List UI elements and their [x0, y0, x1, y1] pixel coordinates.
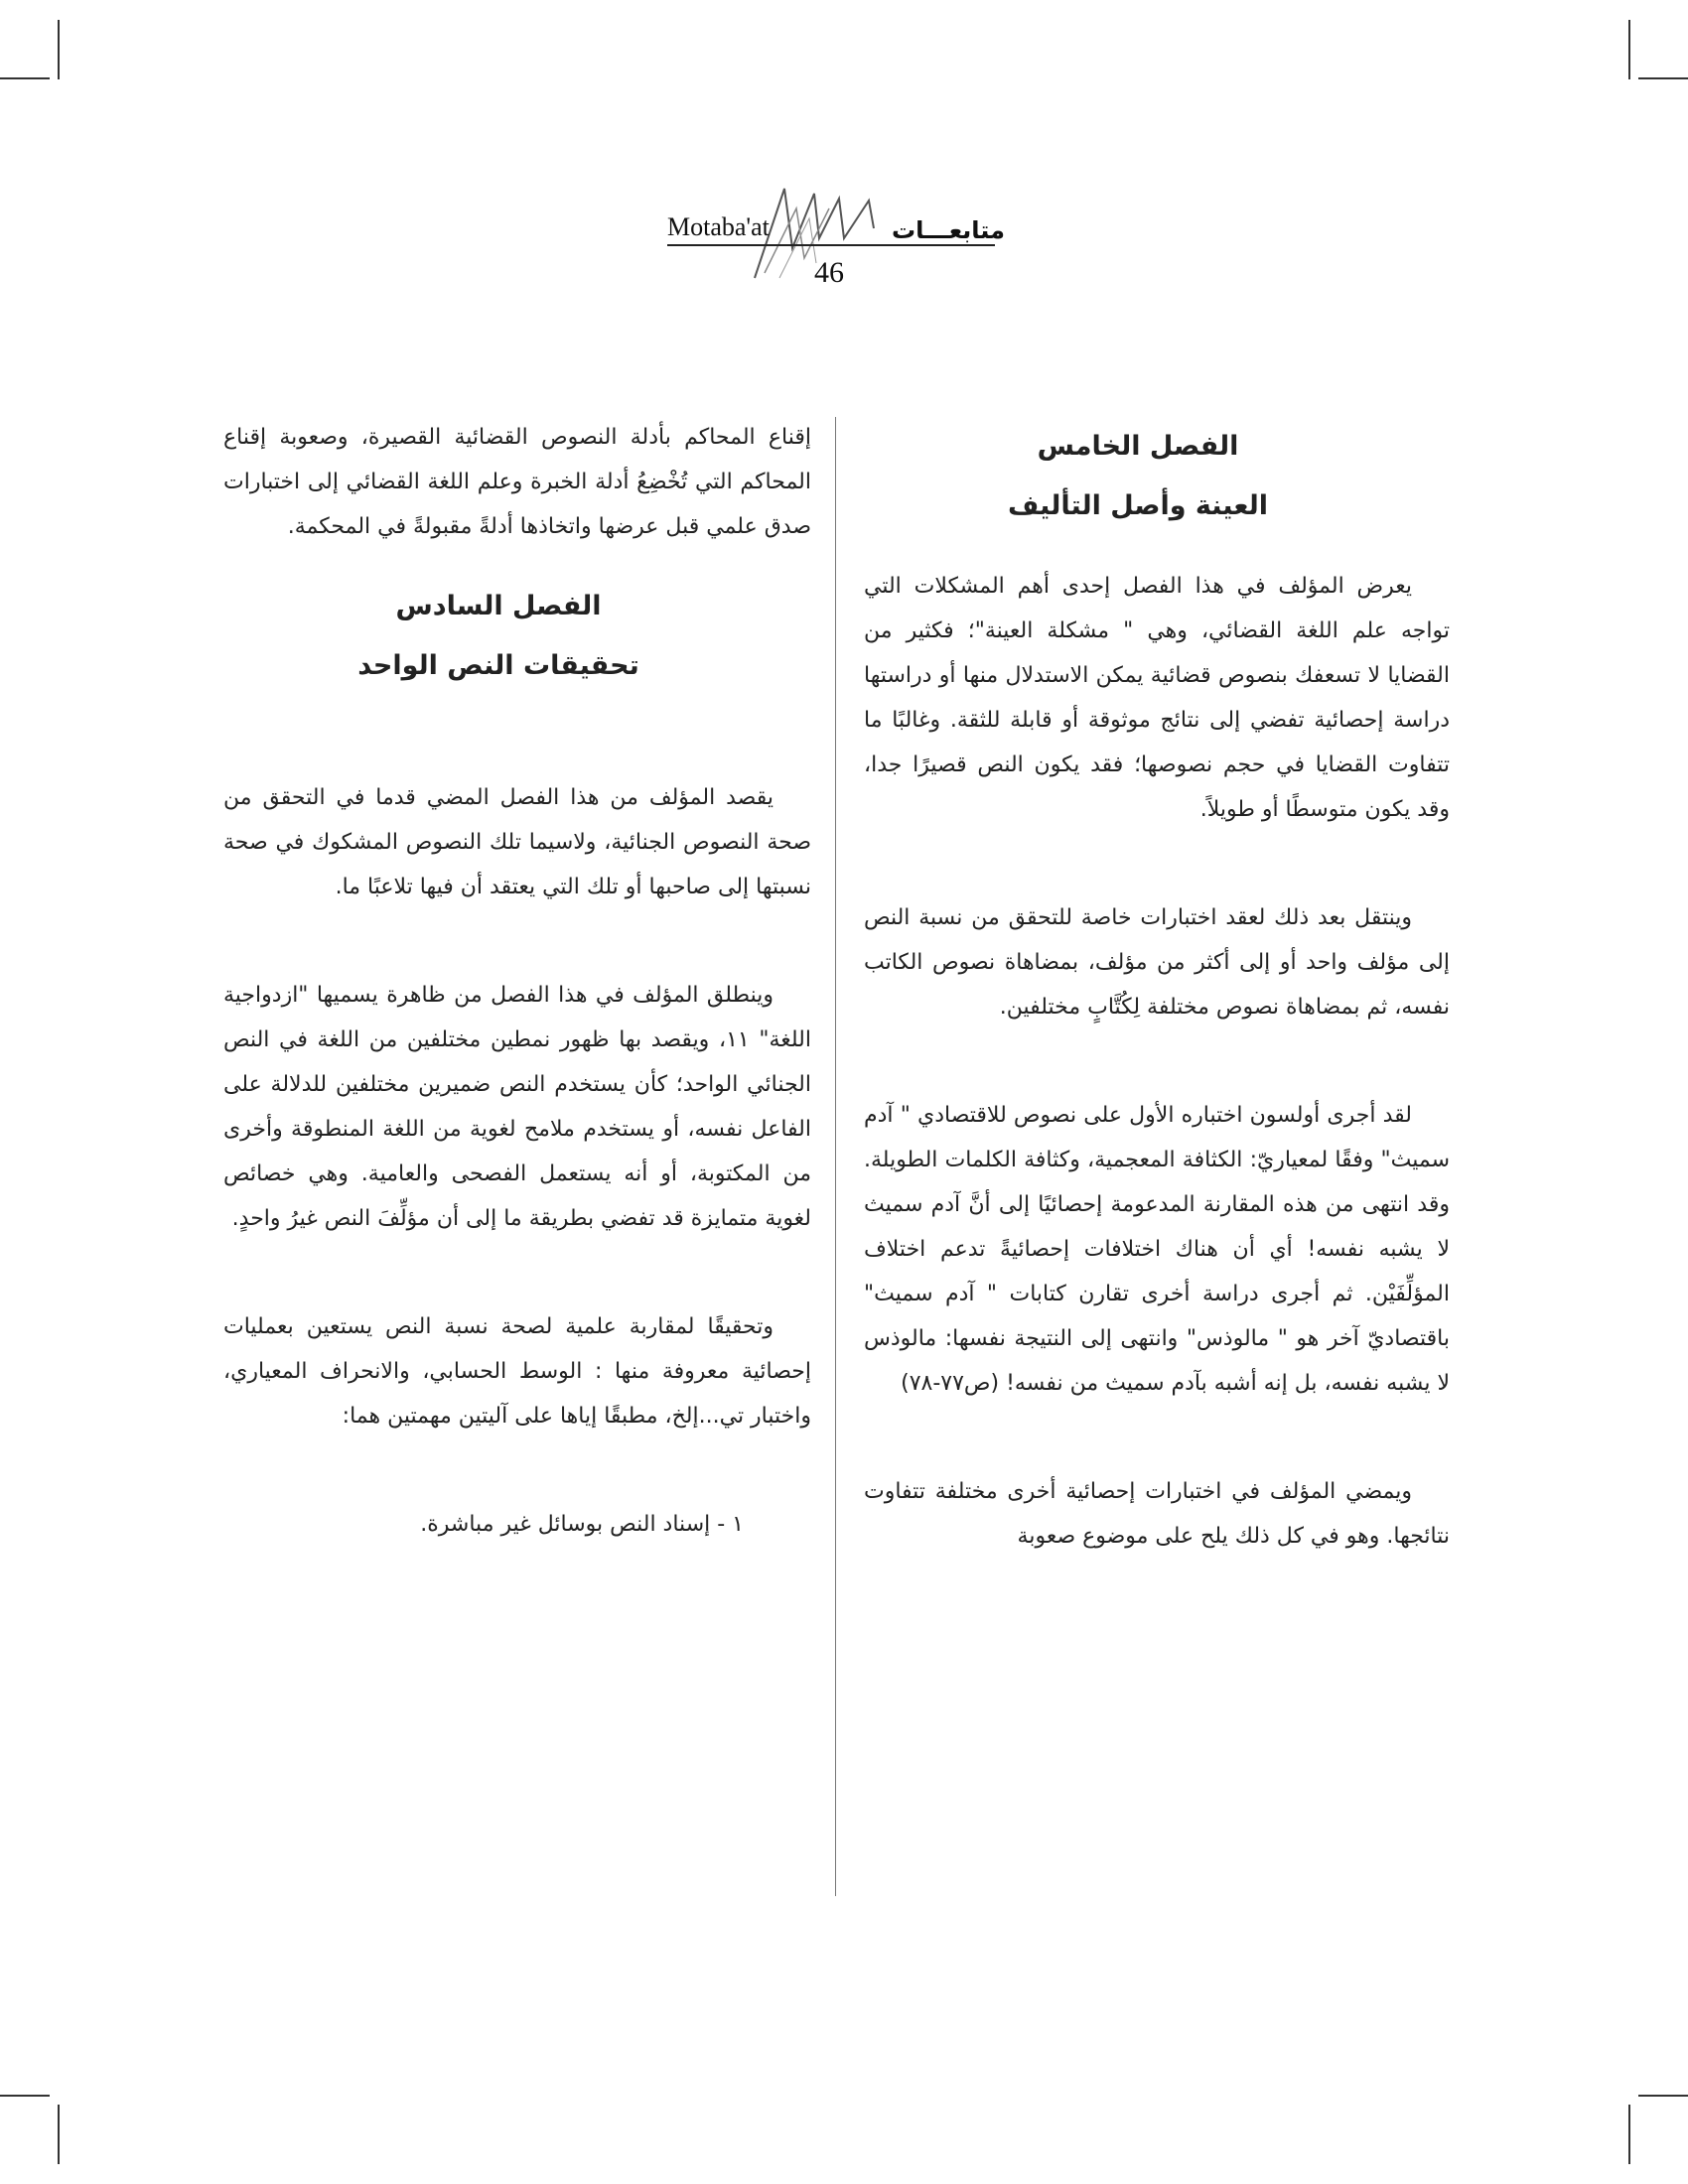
paragraph: يقصد المؤلف من هذا الفصل المضي قدما في التحقق من صحة النصوص الجنائية، ولاسيما تلك النصوص المشكوك في صحة نسبتها إلى صاحبها أو تلك التي يعتقد أن فيها تلاعبًا ما. — [223, 785, 811, 899]
paragraph: وينطلق المؤلف في هذا الفصل من ظاهرة يسميها "ازدواجية اللغة" ١١، ويقصد بها ظهور نمطين مختلفين من اللغة في النص الجنائي الواحد؛ كأن يستخدم النص ضميرين مختلفين للدلالة على الفاعل نفسه، أو يستخدم ملامح لغوية من اللغة المنطوقة وأخرى من المكتوبة، أو أنه يستعمل الفصحى والعامية. وهي خصائص لغوية متمايزة قد تفضي بطريقة ما إلى أن مؤلِّفَ النص غيرُ واحدٍ. — [223, 983, 811, 1231]
page-header — [596, 179, 1013, 298]
right-column — [864, 417, 1450, 1559]
chapter-title: الفصل السادس — [395, 591, 602, 621]
page-number: 46 — [814, 256, 844, 289]
paragraph: يعرض المؤلف في هذا الفصل إحدى أهم المشكلات التي تواجه علم اللغة القضائي، وهي " مشكلة العينة"؛ فكثير من القضايا لا تسعفك بنصوص قضائية يمكن الاستدلال منها أو دراستها دراسة إحصائية تفضي إلى نتائج موثوقة أو قابلة للثقة. وغالبًا ما تتفاوت القضايا في حجم نصوصها؛ فقد يكون النص قصيرًا جدا، وقد يكون متوسطًا أو طويلاً. — [864, 574, 1450, 822]
list-item: ١ - إسناد النص بوسائل غير مباشرة. — [420, 1512, 744, 1537]
chapter-subtitle: تحقيقات النص الواحد — [357, 650, 639, 681]
paragraph: لقد أجرى أولسون اختباره الأول على نصوص للاقتصادي " آدم سميث" وفقًا لمعياريّ: الكثافة المعجمية، وكثافة الكلمات الطويلة. وقد انتهى من هذه المقارنة المدعومة إحصائيًا إلى أنَّ آدم سميث لا يشبه نفسه! أي أن هناك اختلافات إحصائيةً تدعم اختلاف المؤلِّفَيْن. ثم أجرى دراسة أخرى تقارن كتابات " آدم سميث" باقتصاديّ آخر هو " مالوذس" وانتهى إلى النتيجة نفسها: مالوذس لا يشبه نفسه، بل إنه أشبه بآدم سميث من نفسه! (ص٧٧-٧٨) — [864, 1103, 1450, 1396]
crop-mark — [0, 2095, 50, 2097]
crop-mark — [58, 20, 60, 79]
paragraph: وتحقيقًا لمقاربة علمية لصحة نسبة النص يستعين بعمليات إحصائية معروفة منها : الوسط الحسابي، والانحراف المعياري، واختبار تي...إلخ، مطبقًا إياها على آليتين مهمتين هما: — [223, 1314, 811, 1429]
crop-mark — [1628, 20, 1630, 79]
chapter-subtitle: العينة وأصل التأليف — [1008, 490, 1268, 521]
paragraph: ويمضي المؤلف في اختبارات إحصائية أخرى مختلفة تتفاوت نتائجها. وهو في كل ذلك يلح على موضوع صعوبة — [864, 1479, 1450, 1549]
header-rule — [667, 244, 995, 246]
chapter-title: الفصل الخامس — [1037, 431, 1239, 462]
header-title-english: Motaba'at — [667, 212, 770, 241]
paragraph: إقناع المحاكم بأدلة النصوص القضائية القصيرة، وصعوبة إقناع المحاكم التي تُخْضِعُ أدلة الخبرة وعلم اللغة القضائي إلى اختبارات صدق علمي قبل عرضها واتخاذها أدلةً مقبولةً في المحكمة. — [223, 425, 811, 539]
left-column — [223, 415, 811, 1547]
column-divider — [835, 417, 836, 1896]
crop-mark — [1638, 2095, 1688, 2097]
crop-mark — [58, 2105, 60, 2164]
header-title-arabic: متابعـــات — [892, 216, 1005, 244]
crop-mark — [1628, 2105, 1630, 2164]
paragraph: وينتقل بعد ذلك لعقد اختبارات خاصة للتحقق من نسبة النص إلى مؤلف واحد أو إلى أكثر من مؤلف، بمضاهاة نصوص الكاتب نفسه، ثم بمضاهاة نصوص مختلفة لِكُتَّابٍ مختلفين. — [864, 905, 1450, 1020]
crop-mark — [1638, 77, 1688, 79]
crop-mark — [0, 77, 50, 79]
